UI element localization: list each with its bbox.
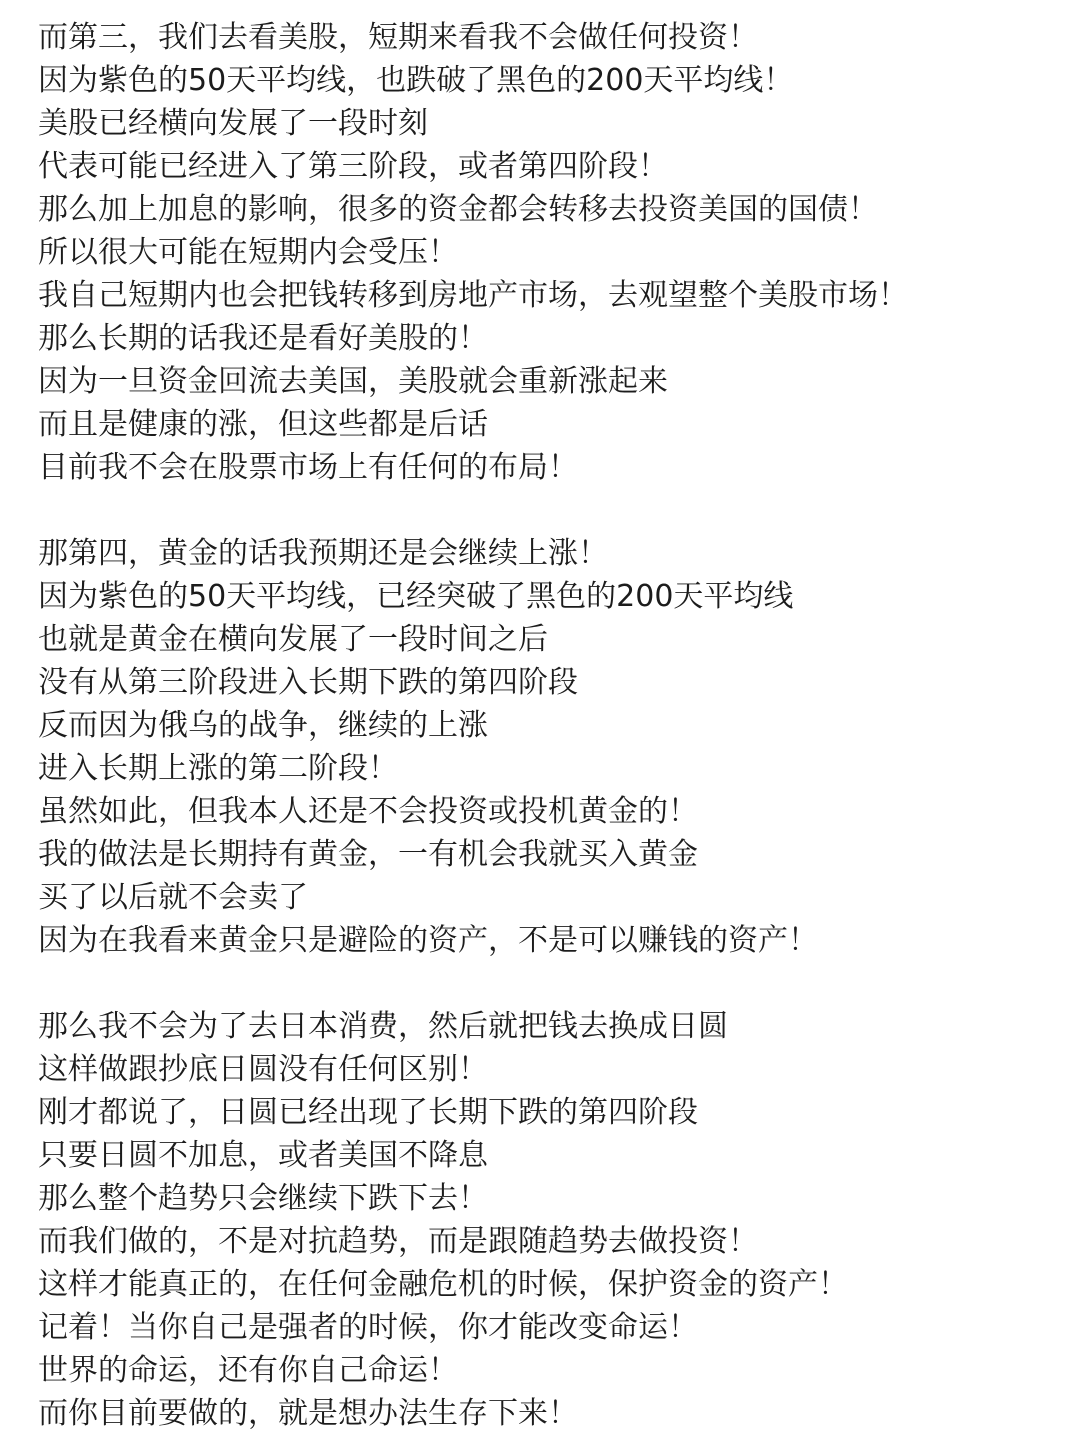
text-line: 那么整个趋势只会继续下跌下去！ <box>38 1181 488 1216</box>
text-line: 我自己短期内也会把钱转移到房地产市场，去观望整个美股市场！ <box>38 278 908 313</box>
text-line: 那么加上加息的影响，很多的资金都会转移去投资美国的国债！ <box>38 192 878 227</box>
text-line: 代表可能已经进入了第三阶段，或者第四阶段！ <box>38 149 668 184</box>
text-line: 也就是黄金在横向发展了一段时间之后 <box>38 622 548 657</box>
text-line: 而第三，我们去看美股，短期来看我不会做任何投资！ <box>38 20 758 55</box>
text-line: 那么我不会为了去日本消费，然后就把钱去换成日圆 <box>38 1009 728 1044</box>
text-line: 目前我不会在股票市场上有任何的布局！ <box>38 450 578 485</box>
text-line: 那么长期的话我还是看好美股的！ <box>38 321 488 356</box>
text-line: 而你目前要做的，就是想办法生存下来！ <box>38 1396 578 1431</box>
text-line: 买了以后就不会卖了 <box>38 880 308 915</box>
text-line: 这样做跟抄底日圆没有任何区别！ <box>38 1052 488 1087</box>
text-line: 我的做法是长期持有黄金，一有机会我就买入黄金 <box>38 837 698 872</box>
text-line: 只要日圆不加息，或者美国不降息 <box>38 1138 488 1173</box>
text-line: 反而因为俄乌的战争，继续的上涨 <box>38 708 488 743</box>
text-line: 进入长期上涨的第二阶段！ <box>38 751 398 786</box>
text-line: 美股已经横向发展了一段时刻 <box>38 106 428 141</box>
text-line: 记着！当你自己是强者的时候，你才能改变命运！ <box>38 1310 698 1345</box>
document-body <box>38 16 1058 1435</box>
text-line: 这样才能真正的，在任何金融危机的时候，保护资金的资产！ <box>38 1267 848 1302</box>
text-line: 而我们做的，不是对抗趋势，而是跟随趋势去做投资！ <box>38 1224 758 1259</box>
text-line: 虽然如此，但我本人还是不会投资或投机黄金的！ <box>38 794 698 829</box>
text-line: 因为在我看来黄金只是避险的资产，不是可以赚钱的资产！ <box>38 923 818 958</box>
text-line: 世界的命运，还有你自己命运！ <box>38 1353 458 1388</box>
text-line: 没有从第三阶段进入长期下跌的第四阶段 <box>38 665 578 700</box>
text-line: 而且是健康的涨，但这些都是后话 <box>38 407 488 442</box>
text-line: 所以很大可能在短期内会受压！ <box>38 235 458 270</box>
text-line: 因为紫色的50天平均线，已经突破了黑色的200天平均线 <box>38 579 794 614</box>
text-line: 那第四，黄金的话我预期还是会继续上涨！ <box>38 536 608 571</box>
paragraph-yen <box>38 1005 1058 1435</box>
paragraph-gold <box>38 532 1058 962</box>
text-line: 因为紫色的50天平均线，也跌破了黑色的200天平均线！ <box>38 63 794 98</box>
text-line: 刚才都说了，日圆已经出现了长期下跌的第四阶段 <box>38 1095 698 1130</box>
paragraph-us-stocks <box>38 16 1058 489</box>
text-line: 因为一旦资金回流去美国，美股就会重新涨起来 <box>38 364 668 399</box>
